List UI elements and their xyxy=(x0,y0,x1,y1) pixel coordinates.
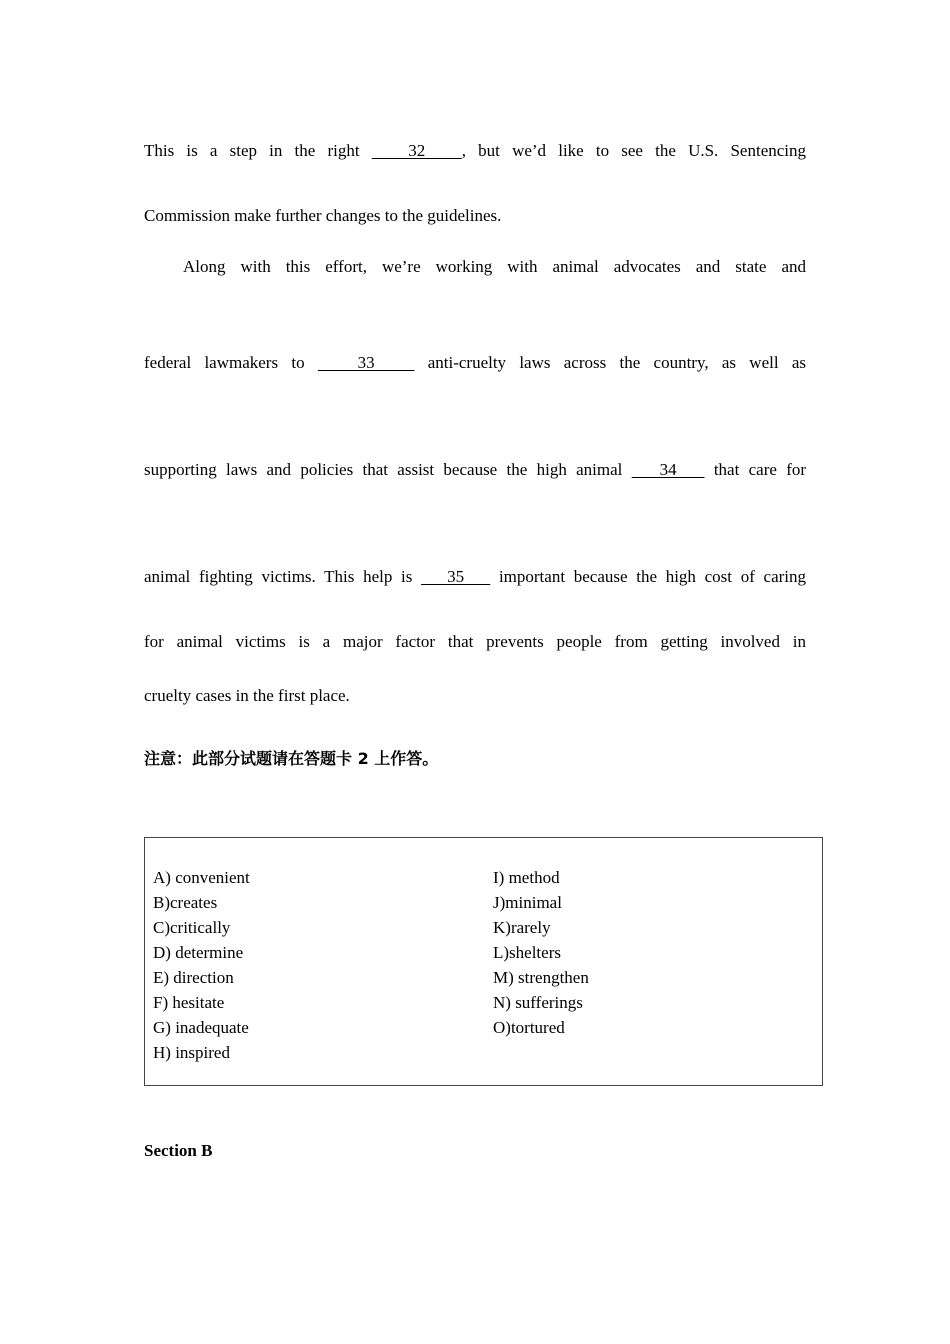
word-option-j: J)minimal xyxy=(493,893,562,912)
passage-line-5 xyxy=(144,460,806,480)
passage-text: that care for xyxy=(713,460,807,479)
word-option-c: C)critically xyxy=(153,918,231,937)
blank-33: 33 xyxy=(317,353,415,372)
word-option-k: K)rarely xyxy=(493,918,551,937)
word-option-d: D) determine xyxy=(153,943,244,962)
word-bank-box xyxy=(144,837,823,1086)
word-bank-right-column xyxy=(493,865,589,1040)
answer-sheet-note: 注意：此部分试题请在答题卡 2 上作答。 xyxy=(144,749,439,768)
word-option-f: F) hesitate xyxy=(153,993,225,1012)
passage-line-6 xyxy=(144,567,806,587)
word-bank-left-column xyxy=(153,865,250,1065)
passage-text: important because the high cost of caring xyxy=(498,567,807,586)
word-option-l: L)shelters xyxy=(493,943,561,962)
passage-line-2: Commission make further changes to the guidelines. xyxy=(144,206,502,225)
section-heading: Section B xyxy=(144,1141,213,1160)
passage-text: This is a step in the right xyxy=(144,141,360,160)
word-option-i: I) method xyxy=(493,868,560,887)
passage-text: supporting laws and policies that assist because the high animal xyxy=(144,460,623,479)
word-option-h: H) inspired xyxy=(153,1043,230,1062)
passage-text: anti-cruelty laws across the country, as well as xyxy=(427,353,806,372)
blank-35: 35 xyxy=(421,567,491,586)
passage-line-8: cruelty cases in the first place. xyxy=(144,686,350,705)
passage-text: , but we’d like to see the U.S. Sentencing xyxy=(461,141,807,160)
passage-line-1 xyxy=(144,141,806,161)
passage-line-3: Along with this effort, we’re working with animal advocates and state and xyxy=(183,257,806,276)
word-option-a: A) convenient xyxy=(153,868,250,887)
blank-32: 32 xyxy=(371,141,462,160)
word-option-g: G) inadequate xyxy=(153,1018,249,1037)
word-option-n: N) sufferings xyxy=(493,993,583,1012)
passage-line-7: for animal victims is a major factor that prevents people from getting involved in xyxy=(144,632,806,651)
passage-text: federal lawmakers to xyxy=(144,353,305,372)
passage-line-4 xyxy=(144,353,806,373)
word-option-m: M) strengthen xyxy=(493,968,589,987)
word-option-e: E) direction xyxy=(153,968,234,987)
word-option-o: O)tortured xyxy=(493,1018,565,1037)
blank-34: 34 xyxy=(631,460,705,479)
passage-text: animal fighting victims. This help is xyxy=(144,567,413,586)
word-option-b: B)creates xyxy=(153,893,218,912)
